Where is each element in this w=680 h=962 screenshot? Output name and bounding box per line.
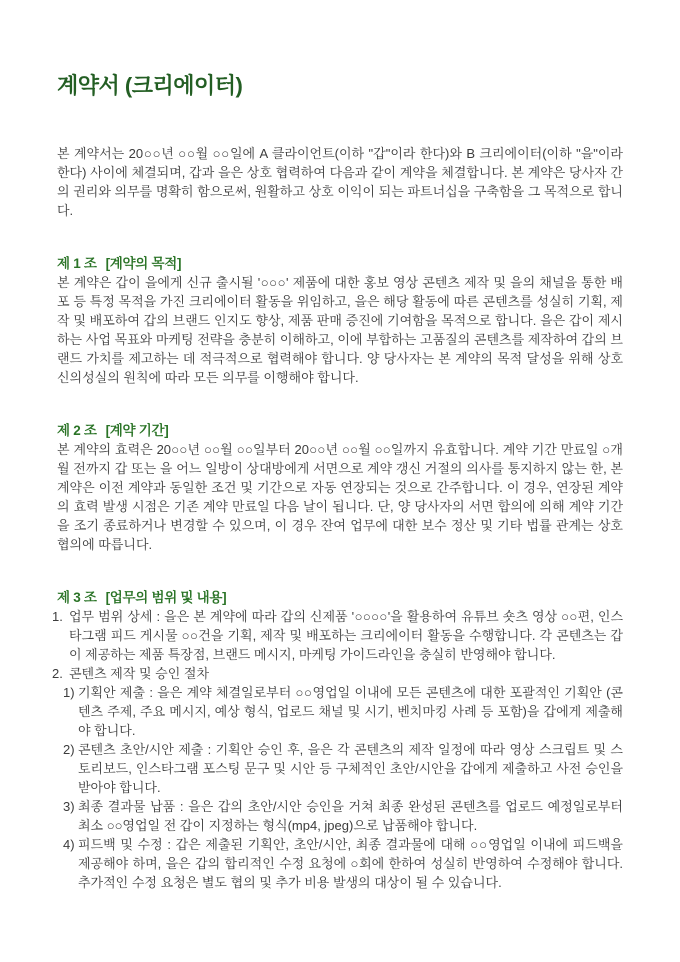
article-2-number: 제 2 조 xyxy=(57,423,97,438)
list-subitem-3-text: 최종 결과물 납품 : 을은 갑의 초안/시안 승인을 거쳐 최종 완성된 콘텐츠를 업로드 예정일로부터 최소 ○○영업일 전 갑이 지정하는 형식(mp4, jpeg)으로 납품해야 합니다. xyxy=(78,799,623,833)
article-3-list xyxy=(52,607,623,892)
article-3-heading xyxy=(57,588,623,607)
article-1-body: 본 계약은 갑이 을에게 신규 출시될 '○○○' 제품에 대한 홍보 영상 콘텐츠 제작 및 을의 채널을 통한 배포 등 특정 목적을 가진 크리에이터 활동을 위임하고, 을은 해당 활동에 따른 콘텐츠를 성실히 기획, 제작 및 배포하여 갑의 브랜드 인지도 향상, 제품 판매 증진에 기여함을 목적으로 합니다. 을은 갑이 제시하는 사업 목표와 마케팅 전략을 충분히 이해하고, 이에 부합하는 고품질의 콘텐츠를 제작하여 갑의 브랜드 가치를 제고하는 데 적극적으로 협력해야 합니다. 양 당사자는 본 계약의 목적 달성을 위해 상호 신의성실의 원칙에 따라 모든 의무를 이행해야 합니다. xyxy=(57,275,623,385)
article-3-number: 제 3 조 xyxy=(57,590,97,605)
article-1 xyxy=(57,254,623,387)
article-3-title: [업무의 범위 및 내용] xyxy=(105,590,227,605)
list-item-2 xyxy=(52,664,623,683)
list-subitem-3-marker: 3) xyxy=(63,799,75,814)
list-item-1-text: 업무 범위 상세 : 을은 본 계약에 따라 갑의 신제품 '○○○○'을 활용하여 유튜브 숏츠 영상 ○○편, 인스타그램 피드 게시물 ○○건을 기획, 제작 및 배포하는 크리에이터 활동을 수행합니다. 각 콘텐츠는 갑이 제공하는 제품 특장점, 브랜드 메시지, 마케팅 가이드라인을 충실히 반영해야 합니다. xyxy=(69,609,623,662)
intro-paragraph: 본 계약서는 20○○년 ○○월 ○○일에 A 클라이언트(이하 "갑"이라 한다)와 B 크리에이터(이하 "을"이라 한다) 사이에 체결되며, 갑과 을은 상호 협력하여 다음과 같이 계약을 체결합니다. 본 계약은 당사자 간의 권리와 의무를 명확히 함으로써, 원활하고 상호 이익이 되는 파트너십을 구축함을 그 목적으로 합니다. xyxy=(57,146,623,218)
article-3 xyxy=(52,588,623,892)
list-subitem-1-marker: 1) xyxy=(63,685,75,700)
list-subitem-4-marker: 4) xyxy=(63,837,75,852)
article-2-title: [계약 기간] xyxy=(105,423,169,438)
article-1-title: [계약의 목적] xyxy=(105,256,182,271)
list-subitem-2 xyxy=(63,740,623,797)
article-2 xyxy=(57,421,623,554)
article-1-number: 제 1 조 xyxy=(57,256,97,271)
list-subitem-2-text: 콘텐츠 초안/시안 제출 : 기획안 승인 후, 을은 각 콘텐츠의 제작 일정에 따라 영상 스크립트 및 스토리보드, 인스타그램 포스팅 문구 및 시안 등 구체적인 초안/시안을 갑에게 제출하고 사전 승인을 받아야 합니다. xyxy=(78,742,623,795)
article-1-heading xyxy=(57,254,623,273)
article-2-body: 본 계약의 효력은 20○○년 ○○월 ○○일부터 20○○년 ○○월 ○○일까지 유효합니다. 계약 기간 만료일 ○개월 전까지 갑 또는 을 어느 일방이 상대방에게 서면으로 계약 갱신 거절의 의사를 통지하지 않는 한, 본 계약은 이전 계약과 동일한 조건 및 기간으로 자동 연장되는 것으로 간주합니다. 이 경우, 연장된 계약의 효력 발생 시점은 기존 계약 만료일 다음 날이 됩니다. 단, 양 당사자의 서면 합의에 의해 계약 기간을 조기 종료하거나 변경할 수 있으며, 이 경우 잔여 업무에 대한 보수 정산 및 기타 법률 관계는 상호 협의에 따릅니다. xyxy=(57,442,623,552)
list-item-2-marker: 2. xyxy=(52,666,63,681)
document-title: 계약서 (크리에이터) xyxy=(57,73,243,98)
list-item-1 xyxy=(52,607,623,664)
list-item-2-text: 콘텐츠 제작 및 승인 절차 xyxy=(69,666,210,681)
list-item-1-marker: 1. xyxy=(52,609,63,624)
list-subitem-4 xyxy=(63,835,623,892)
article-2-heading xyxy=(57,421,623,440)
list-subitem-4-text: 피드백 및 수정 : 갑은 제출된 기획안, 초안/시안, 최종 결과물에 대해 ○○영업일 이내에 피드백을 제공해야 하며, 을은 갑의 합리적인 수정 요청에 ○회에 한하여 성실히 반영하여 수정해야 합니다. 추가적인 수정 요청은 별도 협의 및 추가 비용 발생의 대상이 될 수 있습니다. xyxy=(78,837,623,890)
list-subitem-3 xyxy=(63,797,623,835)
list-subitem-1 xyxy=(63,683,623,740)
list-subitem-1-text: 기획안 제출 : 을은 계약 체결일로부터 ○○영업일 이내에 모든 콘텐츠에 대한 포괄적인 기획안 (콘텐츠 주제, 주요 메시지, 예상 형식, 업로드 채널 및 시기, 벤치마킹 사례 등 포함)을 갑에게 제출해야 합니다. xyxy=(78,685,623,738)
list-subitem-2-marker: 2) xyxy=(63,742,75,757)
